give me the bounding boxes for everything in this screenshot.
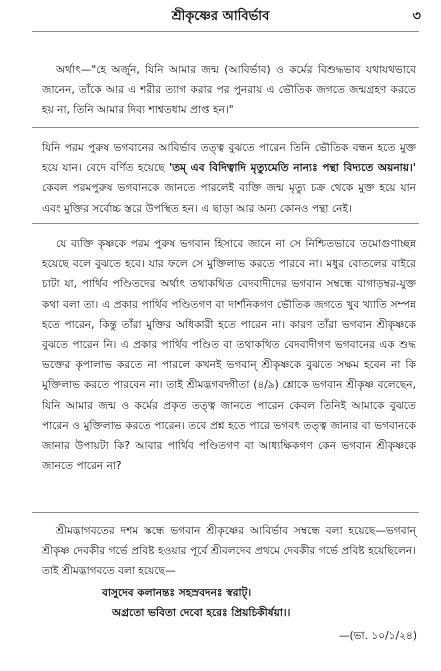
section-divider <box>32 127 419 128</box>
section-divider <box>32 512 419 513</box>
paragraph-text: যিনি পরম পুরুষ ভগবানের আবির্ভাব তত্ত্ব বুঝতে পারেন তিনি ভৌতিক বন্ধন হতে মুক্ত হয়ে যান। বেদে বর্ণিত হয়েছে <box>42 142 416 175</box>
verse-line-2: অগ্রতো ভবিতা দেবো হরেঃ প্রিয়চিকীর্ষয়া।। <box>112 607 291 620</box>
running-title: শ্রীকৃষ্ণের আবির্ভাব <box>171 9 270 24</box>
vedic-quote: 'তম্‌ এব বিদিত্বাদি মৃত্যুমেতি নান্যঃ পন্থা বিদ্যতে অয়নায়।' <box>168 162 417 175</box>
paragraph-bhagavatam: শ্রীমদ্ভাগবতের দশম স্কন্ধে ভগবান শ্রীকৃষ্ণের আবির্ভাব সম্বন্ধে বলা হয়েছে—ভগবান্‌ শ্রীকৃষ্ণ দেবকীর গর্ভে প্রবিষ্ট হওয়ার পূর্বে শ্রীবলদেব প্রথমে দেবকীর গর্ভে প্রবিষ্ট হয়েছিলেন। তাই শ্রীমদ্ভাগবতে বলা হয়েছে— <box>42 525 416 578</box>
verse-citation: —(ভা. ১০/১/২৪) <box>338 630 417 642</box>
sanskrit-verse <box>102 583 402 623</box>
paragraph-scholars: যে ব্যক্তি কৃষ্ণকে পরম পুরুষ ভগবান হিসাবে জানে না সে নিশ্চিতভাবে তমোগুণাচ্ছন্ন হয়েছে বলে বুঝতে হবে। যার ফলে সে মুক্তিলাভ করতে পারবে না। মধুর বোতলের বাইরে চাটা যা, পার্থিব পণ্ডিতদের অর্থাৎ তথাকথিত বেদবাদীদের ভগবান সম্বন্ধে বাগাড়ম্বর-যুক্ত কথা বলা তা। এ প্রকার পার্থিব পণ্ডিতগণ বা দার্শনিকগণ ভৌতিক জগতে খুব খ্যাতি সম্পন্ন হতে পারেন, কিন্তু তাঁরা মুক্তির অধিকারী হতে পারেন না। কারণ তাঁরা ভগবান শ্রীকৃষ্ণকে বুঝতে পারেন নি। এ প্রকার পার্থিব পণ্ডিত বা তথাকথিত বেদবাদীগণ ভগবানের এক শুদ্ধ ভক্তের কৃপালাভ করতে না পারলে কখনই ভগবান্‌ শ্রীকৃষ্ণকে বুঝতে সক্ষম হবেন না কি মুক্তিলাভ করতে পারবেন না। তাই শ্রীমদ্ভগবদ্গীতা (৪/৯) শ্লোকে ভগবান শ্রীকৃষ্ণ বলেছেন, যিনি আমার জন্ম ও কর্মের প্রকৃত তত্ত্ব জানতে পারেন কেবল তিনিই আমাকে বুঝতে পারেন ও মুক্তিলাভ করতে পারেন। তবে প্রশ্ন হতে পারে ভগবৎ তত্ত্ব জানার বা ভগবানকে জানার উপায়টা কি? আবার পার্থিব পণ্ডিতগণ বা আধ্যক্ষিকগণ কেন ভগবান শ্রীকৃষ্ণকে জানতে পারেন না? <box>42 238 416 473</box>
section-divider <box>32 223 419 224</box>
paragraph-translation: অর্থাৎ—"হে অর্জুন, যিনি আমার জন্ম (আবির্ভাব) ও কর্মের বিশুদ্ধভাব যথাযথভাবে জানেন, তাঁকে আর এ শরীর ত্যাগ করার পর পুনরায় এ ভৌতিক জগতে জন্মগ্রহণ করতে হয় না, তিনি আমার দিব্য শাশ্বতধাম প্রাপ্ত হন।" <box>42 64 416 117</box>
running-head <box>0 6 441 28</box>
page-number: ৩ <box>412 9 421 24</box>
header-rule <box>32 31 419 32</box>
verse-line-1: বাসুদেব কলানন্তঃ সহস্রবদনঃ স্বরাট্‌। <box>102 587 252 599</box>
paragraph-text: কেবল পরমপুরুষ ভগবানকে জানতে পারলেই ব্যক্তি জন্ম মৃত্যু চক্র থেকে মুক্ত হয়ে যান এবং মুক্তির সর্বোচ্চ স্তরে উপস্থিত হন। এ ছাড়া আর অন্য কোনও পন্থা নেই। <box>42 182 416 215</box>
paragraph-liberation <box>42 138 416 219</box>
